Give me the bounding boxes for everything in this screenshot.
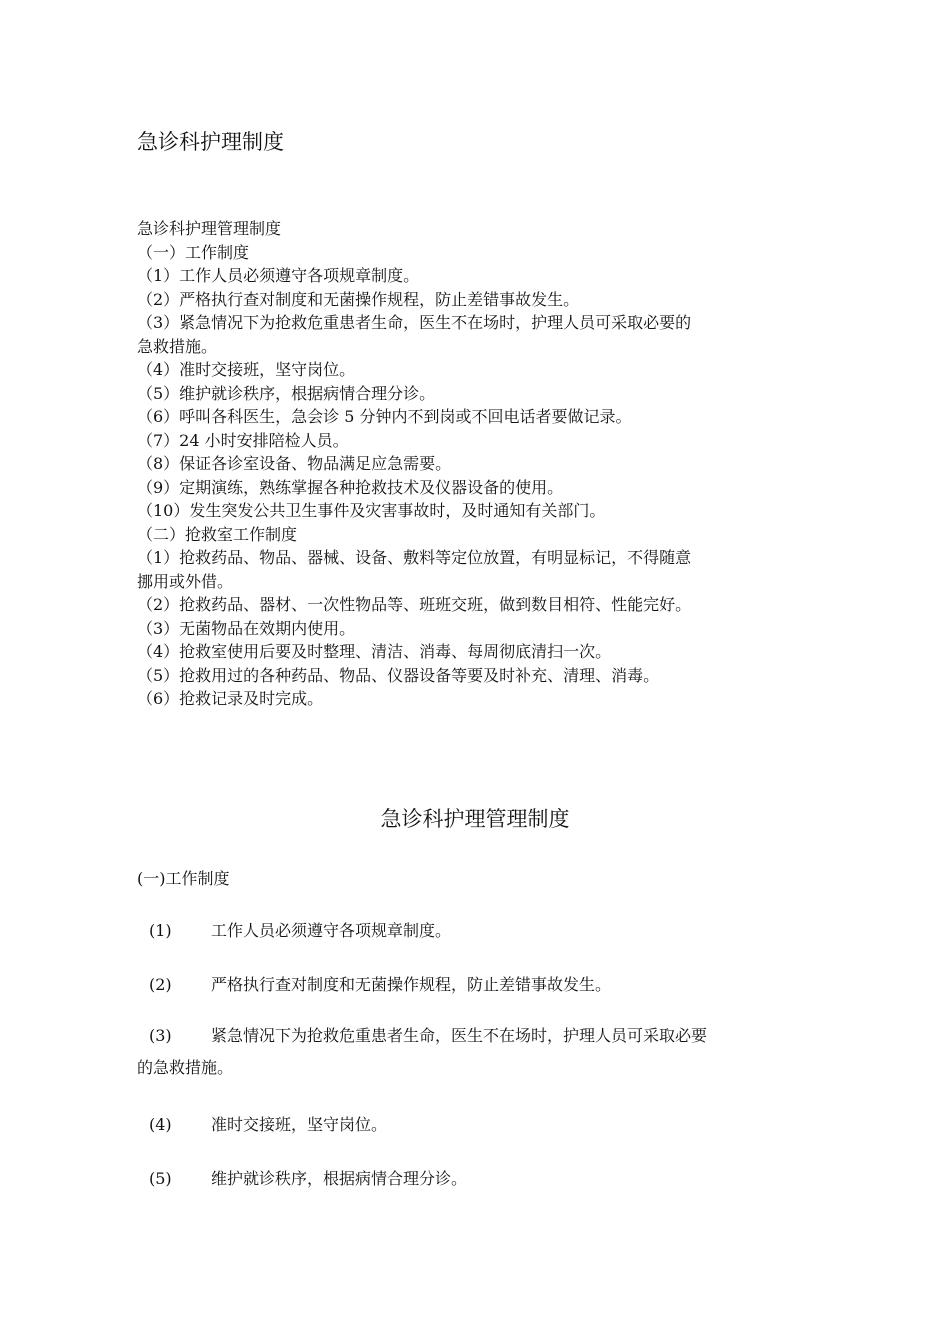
list-item: （5）抢救用过的各种药品、物品、仪器设备等要及时补充、清理、消毒。 — [137, 665, 660, 685]
list-item — [137, 972, 817, 998]
item-number: (4) — [149, 1115, 172, 1134]
list-item: （8）保证各诊室设备、物品满足应急需要。 — [137, 454, 452, 473]
list-item: （1）抢救药品、物品、器械、设备、敷料等定位放置，有明显标记，不得随意 — [137, 548, 692, 567]
document-title: 急诊科护理制度 — [137, 130, 284, 154]
list-item-continuation: 急救措施。 — [137, 336, 218, 356]
subsection-rescue-room: （二）抢救室工作制度 — [137, 524, 298, 544]
item-number: (2) — [149, 975, 172, 994]
list-item-continuation: 挪用或外借。 — [137, 571, 234, 591]
list-item: （3）紧急情况下为抢救危重患者生命，医生不在场时，护理人员可采取必要的 — [137, 313, 692, 332]
list-item: （3）无菌物品在效期内使用。 — [137, 618, 356, 638]
section-1-heading: 急诊科护理管理制度 — [137, 219, 282, 238]
item-text: 工作人员必须遵守各项规章制度。 — [211, 921, 452, 940]
list-item: （7）24 小时安排陪检人员。 — [137, 430, 349, 450]
item-text: 紧急情况下为抢救危重患者生命，医生不在场时，护理人员可采取必要 — [211, 1026, 708, 1045]
item-text: 严格执行查对制度和无菌操作规程，防止差错事故发生。 — [211, 975, 612, 994]
list-item — [137, 1112, 817, 1138]
item-number: (5) — [149, 1169, 172, 1188]
list-item: （10）发生突发公共卫生事件及灾害事故时，及时通知有关部门。 — [137, 501, 606, 520]
list-item: （6）呼叫各科医生，急会诊 5 分钟内不到岗或不回电话者要做记录。 — [137, 407, 632, 426]
list-item: （5）维护就诊秩序，根据病情合理分诊。 — [137, 383, 436, 403]
list-item — [137, 1166, 817, 1192]
list-item: （2）严格执行查对制度和无菌操作规程，防止差错事故发生。 — [137, 289, 580, 309]
item-text: 维护就诊秩序，根据病情合理分诊。 — [211, 1169, 468, 1188]
list-item: （4）准时交接班，坚守岗位。 — [137, 360, 356, 379]
list-item — [137, 918, 817, 944]
list-item: （2）抢救药品、器材、一次性物品等、班班交班，做到数目相符、性能完好。 — [137, 595, 692, 614]
subsection-work-rules: （一）工作制度 — [137, 242, 250, 262]
list-item-continuation: 的急救措施。 — [137, 1058, 234, 1077]
item-text: 准时交接班，坚守岗位。 — [211, 1115, 388, 1134]
list-item: （9）定期演练，熟练掌握各种抢救技术及仪器设备的使用。 — [137, 477, 564, 497]
list-item — [137, 1023, 817, 1049]
list-item: （4）抢救室使用后要及时整理、清洁、消毒、每周彻底清扫一次。 — [137, 642, 612, 661]
list-item: （1）工作人员必须遵守各项规章制度。 — [137, 266, 420, 285]
list-item: （6）抢救记录及时完成。 — [137, 689, 324, 708]
section-2-title: 急诊科护理管理制度 — [380, 807, 570, 831]
section-2-subheading: (一)工作制度 — [137, 869, 230, 888]
item-number: (1) — [149, 921, 172, 940]
section-1 — [137, 217, 817, 711]
item-number: (3) — [149, 1026, 172, 1045]
